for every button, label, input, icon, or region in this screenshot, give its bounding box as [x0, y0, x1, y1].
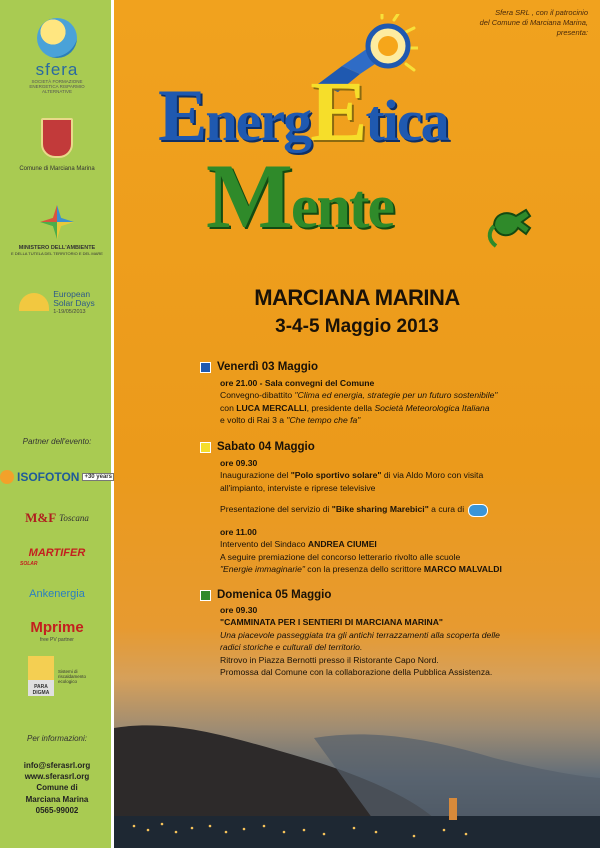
partner-ankenergia [0, 588, 114, 600]
sfera-tagline: SOCIETÀ FORMAZIONE ENERGETICA RISPARMIO ALTERNATIVE [29, 79, 85, 94]
title-energetica [158, 63, 448, 159]
title-m: M [206, 145, 291, 247]
partner-martifer [0, 548, 114, 567]
saturday-l3: all'impianto, interviste e riprese televisive [220, 482, 376, 493]
solar-days-line2: Solar Days [53, 298, 95, 309]
saturday-time1: ore 09.30 [220, 458, 258, 468]
sfera-wordmark: sfera [35, 60, 79, 79]
partner-paradigma [0, 656, 114, 696]
sunday-l4: radici storiche e culturali del territorio. [220, 642, 363, 653]
title-nerg: nerg [205, 88, 311, 153]
martifer-sub: SOLAR [20, 561, 38, 567]
title-e1: E [158, 75, 206, 157]
marebici-logo-icon [468, 504, 488, 517]
location-title: MARCIANA MARINA [254, 285, 460, 310]
title-tica: tica [365, 88, 448, 153]
comune-caption: Comune di Marciana Marina [19, 166, 95, 172]
day-sunday-label: Domenica 05 Maggio [217, 589, 332, 601]
isofoton-label: ISOFOTON [17, 470, 80, 484]
saturday-l6a: Intervento del Sindaco [220, 539, 308, 550]
paradigma-logo: PARA DIGMA [28, 656, 54, 696]
title-e2: E [310, 63, 366, 159]
friday-l2a: Convegno-dibattito [220, 390, 295, 401]
ministry-line1: MINISTERO DELL'AMBIENTE [18, 245, 96, 251]
sidebar [0, 0, 114, 848]
sunday-walk-title: "CAMMINATA PER I SENTIERI DI MARCIANA MARINA" [220, 617, 443, 628]
solar-days-dates: 1-19/05/2013 [53, 308, 86, 315]
comune-crest [0, 118, 114, 172]
saturday-bike: "Bike sharing Marebici" [331, 504, 429, 515]
saturday-writer: MARCO MALVALDI [423, 563, 502, 574]
mprime-label: Mprime [30, 619, 84, 636]
info-website[interactable]: www.sferasrl.org [24, 772, 90, 782]
friday-l3a: con [220, 402, 237, 413]
plug-icon [486, 206, 540, 250]
saturday-l2c: di via Aldo Moro con visita [381, 470, 484, 481]
ministry-logo [0, 205, 114, 256]
isofoton-years: +30 years [84, 474, 112, 480]
isofoton-sun-icon [0, 470, 14, 484]
friday-l3c: , presidente della [306, 402, 375, 413]
title-ente: ente [290, 173, 394, 241]
saturday-l8b: con la presenza dello scrittore [304, 563, 424, 574]
mf-label: M&F [25, 510, 57, 525]
crest-shield-icon [41, 118, 73, 158]
sfera-logo [0, 18, 114, 95]
day-saturday-details [220, 457, 580, 575]
day-friday [200, 361, 318, 373]
sunday-l6: Promossa dal Comune con la collaborazione della Pubblica Assistenza. [220, 667, 493, 678]
partner-isofoton [0, 470, 114, 484]
mf-sub: Toscana [59, 513, 89, 523]
saturday-time2: ore 11.00 [220, 526, 257, 537]
presenter-text [480, 8, 588, 38]
info-comune-line2: Marciana Marina [25, 794, 89, 804]
info-email[interactable]: info@sferasrl.org [23, 761, 91, 770]
solar-days-line1: European [53, 289, 91, 299]
ankenergia-label: Ankenergia [29, 588, 85, 600]
friday-l2b: "Clima ed energia, strategie per un futuro sostenibile" [294, 390, 498, 401]
saturday-polo: "Polo sportivo solare" [290, 470, 382, 481]
friday-speaker: LUCA MERCALLI [236, 402, 307, 413]
day-saturday-label: Sabato 04 Maggio [217, 441, 315, 453]
sunday-l3: Una piacevole passeggiata tra gli antichi terrazzamenti alla scoperta delle [220, 629, 500, 640]
sun-icon [19, 293, 49, 311]
info-title: Per informazioni: [26, 734, 88, 743]
partner-mprime [0, 620, 114, 643]
event-dates: 3-4-5 Maggio 2013 [275, 316, 439, 337]
day-saturday-square [200, 442, 211, 453]
european-solar-days-logo [0, 290, 114, 315]
friday-l4a: e volto di Rai 3 a [220, 415, 287, 426]
paradigma-caption: Sistemi di riscaldamento ecologico [58, 668, 87, 684]
ministry-star-icon [40, 205, 74, 239]
presenter-line1: Sfera SRL , con il patrocinio [495, 8, 588, 17]
title-mente [206, 145, 394, 247]
info-phone: 0565-99002 [35, 805, 79, 815]
saturday-contest: "Energie immaginarie" [220, 563, 305, 574]
day-saturday [200, 441, 315, 453]
presenter-line2: del Comune di Marciana Marina, [479, 18, 588, 28]
mprime-sub: free PV partner [40, 637, 74, 643]
saturday-mayor: ANDREA CIUMEI [307, 539, 377, 550]
marina-night-landscape [114, 698, 600, 848]
presenter-line3: presenta: [556, 28, 588, 38]
day-friday-square [200, 362, 211, 373]
sunday-time: ore 09.30 [220, 605, 258, 615]
sunday-l5: Ritrovo in Piazza Bernotti presso il Ristorante Capo Nord. [220, 654, 439, 665]
martifer-label: MARTIFER [28, 547, 86, 559]
info-comune-line1: Comune di [36, 783, 78, 793]
saturday-l2a: Inaugurazione del [220, 470, 291, 481]
saturday-l4c: a cura di [428, 504, 465, 515]
partners-title: Partner dell'evento: [22, 437, 92, 446]
day-sunday [200, 589, 331, 601]
day-sunday-details [220, 604, 580, 679]
sfera-globe-icon [37, 18, 77, 58]
day-friday-label: Venerdì 03 Maggio [217, 361, 318, 373]
partner-mf-toscana [0, 510, 114, 526]
day-friday-details [220, 377, 580, 427]
friday-society: Società Meteorologica Italiana [374, 402, 490, 413]
saturday-l4a: Presentazione del servizio di [220, 504, 332, 515]
friday-time: ore 21.00 - Sala convegni del Comune [220, 378, 375, 388]
poster-main [114, 0, 600, 848]
day-sunday-square [200, 590, 211, 601]
saturday-l7: A seguire premiazione del concorso letterario rivolto alle scuole [220, 551, 461, 562]
friday-show: "Che tempo che fa" [286, 415, 361, 426]
ministry-line2: E DELLA TUTELA DEL TERRITORIO E DEL MARE [11, 251, 103, 256]
